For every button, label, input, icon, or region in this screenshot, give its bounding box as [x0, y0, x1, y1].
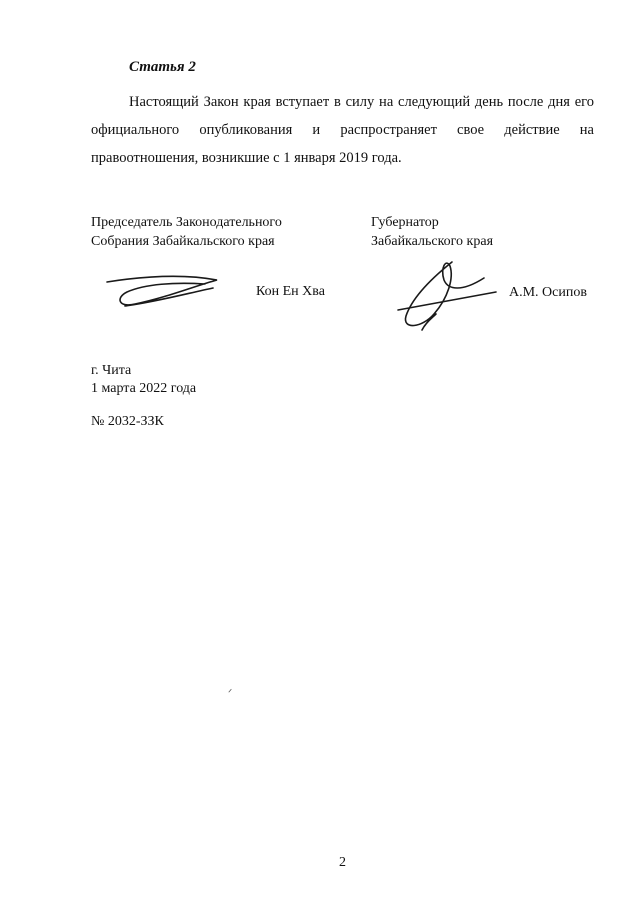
chairman-title-line1: Председатель Законодательного	[91, 215, 282, 230]
article-heading: Статья 2	[129, 59, 196, 75]
date: 1 марта 2022 года	[91, 381, 197, 396]
chairman-title	[91, 213, 282, 251]
chairman-name: Кон Ен Хва	[256, 284, 325, 299]
article-text: Настоящий Закон края вступает в силу на следующий день после дня его официального опубликования и распространяет свое действие на правоотношения, возникшие с 1 января 2019 года.	[91, 94, 594, 166]
chairman-title-line2: Собрания Забайкальского края	[91, 234, 275, 249]
page-number: 2	[339, 855, 346, 870]
governor-title-line1: Губернатор	[371, 215, 439, 230]
chairman-signature-icon	[105, 268, 225, 318]
law-number: № 2032-ЗЗК	[91, 414, 164, 429]
place-and-date	[91, 362, 196, 398]
city: г. Чита	[91, 363, 132, 378]
governor-signature-icon	[392, 258, 502, 338]
governor-name: А.М. Осипов	[509, 285, 587, 300]
scan-artifact-icon: ᐟ	[228, 688, 233, 699]
governor-title	[371, 213, 493, 251]
governor-title-line2: Забайкальского края	[371, 234, 494, 249]
